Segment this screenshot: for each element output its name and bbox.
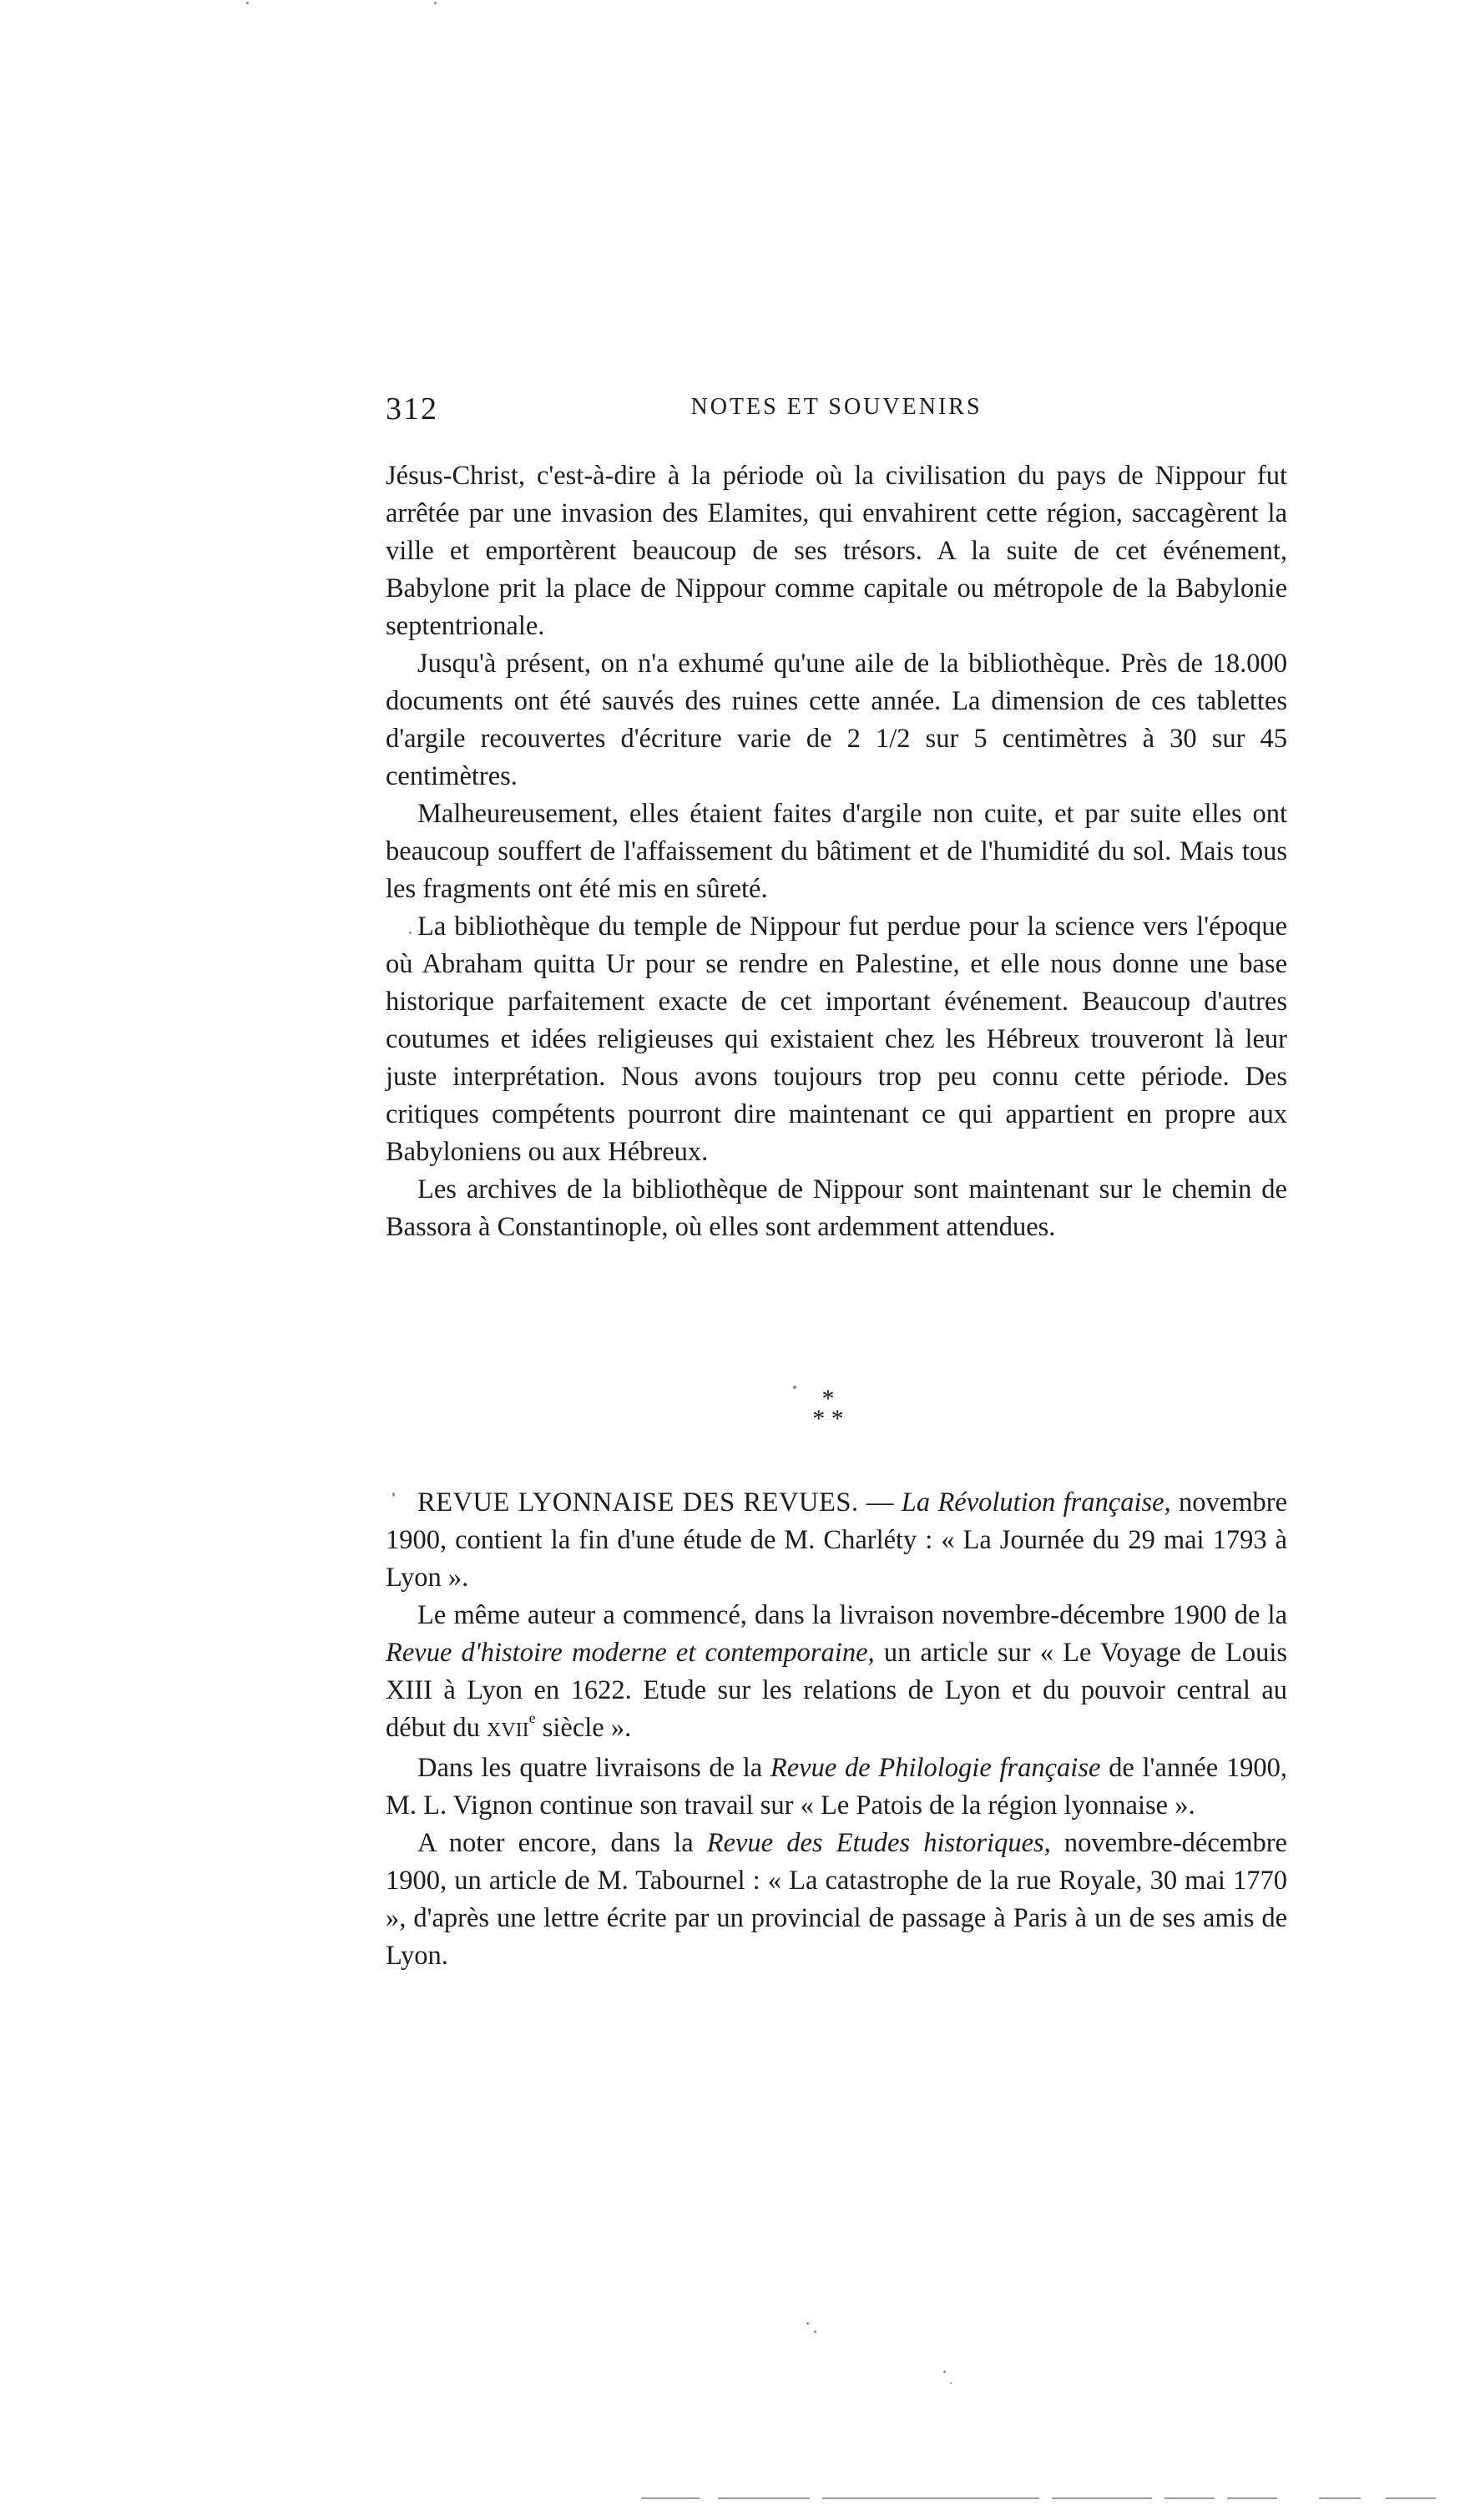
scan-edge-line [1227, 2497, 1277, 2499]
page-number: 312 [386, 391, 438, 427]
journal-title: Revue de Philologie française [770, 1753, 1101, 1783]
revue-lyonnaise-section [386, 1484, 1287, 1975]
asterism-top: * [821, 1385, 835, 1412]
paragraph-text: A noter encore, dans la [417, 1828, 707, 1858]
journal-title: Revue d'histoire moderne et contemporaine, [386, 1638, 875, 1668]
nippour-article-continuation [386, 457, 1287, 1246]
paragraph [386, 1597, 1287, 1750]
scan-speck [943, 2371, 946, 2373]
scan-edge-line [641, 2497, 700, 2499]
running-title: NOTES ET SOUVENIRS [690, 394, 983, 420]
scan-edge-line [718, 2497, 810, 2499]
paragraph [386, 1484, 1287, 1597]
paragraph-text: de l'année 1900, M. L. Vignon continue son travail sur « Le Patois de la région lyonnaise ». [386, 1753, 1288, 1821]
paragraph-text: Dans les quatre livraisons de la [417, 1753, 770, 1783]
scan-edge-line [1052, 2497, 1152, 2499]
paragraph-text: novembre 1900, contient la fin d'une étude de M. Charléty : « La Journée du 29 mai 1793 à Lyon ». [386, 1487, 1288, 1593]
paragraph: Malheureusement, elles étaient faites d'argile non cuite, et par suite elles ont beaucoup souffert de l'affaissement du bâtiment et de l'humidité du sol. Mais tous les fragments ont été mis en sûreté. [386, 799, 1287, 904]
paragraph: Jésus-Christ, c'est-à-dire à la période où la civilisation du pays de Nippour fut arrêtée par une invasion des Elamites, qui envahirent cette région, saccagèrent la ville et emportèrent beaucoup de ses trésors. A la suite de cet événement, Babylone prit la place de Nippour comme capitale ou métropole de la Babylonie septentrionale. [386, 461, 1287, 641]
scan-speck [434, 2, 437, 4]
scan-speck [814, 2331, 816, 2333]
paragraph [386, 1750, 1287, 1825]
paragraph-text: un article sur « Le Voyage de Louis XIII à Lyon en 1622. Etude sur les relations de Lyon et du pouvoir central au début du [386, 1638, 1287, 1743]
paragraph: La bibliothèque du temple de Nippour fut perdue pour la science vers l'époque où Abraham quitta Ur pour se rendre en Palestine, et elle nous donne une base historique parfaitement exacte de cet important événement. Beaucoup d'autres coutumes et idées religieuses qui existaient chez les Hébreux trouveront là leur juste interprétation. Nous avons toujours trop peu connu cette période. Des critiques compétents pourront dire maintenant ce qui appartient en propre aux Babyloniens ou aux Hébreux. [386, 912, 1287, 1167]
scan-speck [392, 1492, 395, 1497]
page-header [386, 391, 1287, 441]
section-title: REVUE LYONNAISE DES REVUES. [417, 1487, 859, 1518]
em-dash: — [858, 1487, 902, 1518]
scan-speck [409, 932, 412, 934]
scan-edge-line [1319, 2497, 1361, 2499]
journal-title: Revue des Etudes historiques, [706, 1828, 1051, 1858]
paragraph: Les archives de la bibliothèque de Nippour sont maintenant sur le chemin de Bassora à Constantinople, où elles sont ardemment attendues. [386, 1174, 1287, 1242]
scan-speck [246, 2, 249, 4]
century-numeral: XVII [486, 1720, 529, 1741]
journal-title: La Révolution française, [901, 1487, 1171, 1518]
century-superscript: e [528, 1709, 536, 1727]
paragraph-text: Le même auteur a commencé, dans la livraison novembre-décembre 1900 de la [417, 1600, 1287, 1630]
scan-edge-line [1164, 2497, 1215, 2499]
scan-speck [950, 2382, 952, 2384]
asterism-bottom: * * [812, 1405, 844, 1432]
paragraph-text: siècle ». [535, 1713, 632, 1743]
scan-edge-line [822, 2497, 1039, 2499]
paragraph [386, 1825, 1287, 1975]
paragraph-text: novembre-décembre 1900, un article de M. Tabournel : « La catastrophe de la rue Royale, 30 mai 1770 », d'après une lettre écrite par un provincial de passage à Paris à un de ses amis de Lyon. [386, 1828, 1287, 1971]
scan-edge-line [1386, 2497, 1436, 2499]
scan-speck [793, 1386, 796, 1389]
section-separator-asterism [803, 1385, 853, 1432]
scan-speck [806, 2322, 809, 2325]
paragraph: Jusqu'à présent, on n'a exhumé qu'une aile de la bibliothèque. Près de 18.000 documents ont été sauvés des ruines cette année. La dimension de ces tablettes d'argile recouvertes d'écriture varie de 2 1/2 sur 5 centimètres à 30 sur 45 centimètres. [386, 649, 1287, 791]
